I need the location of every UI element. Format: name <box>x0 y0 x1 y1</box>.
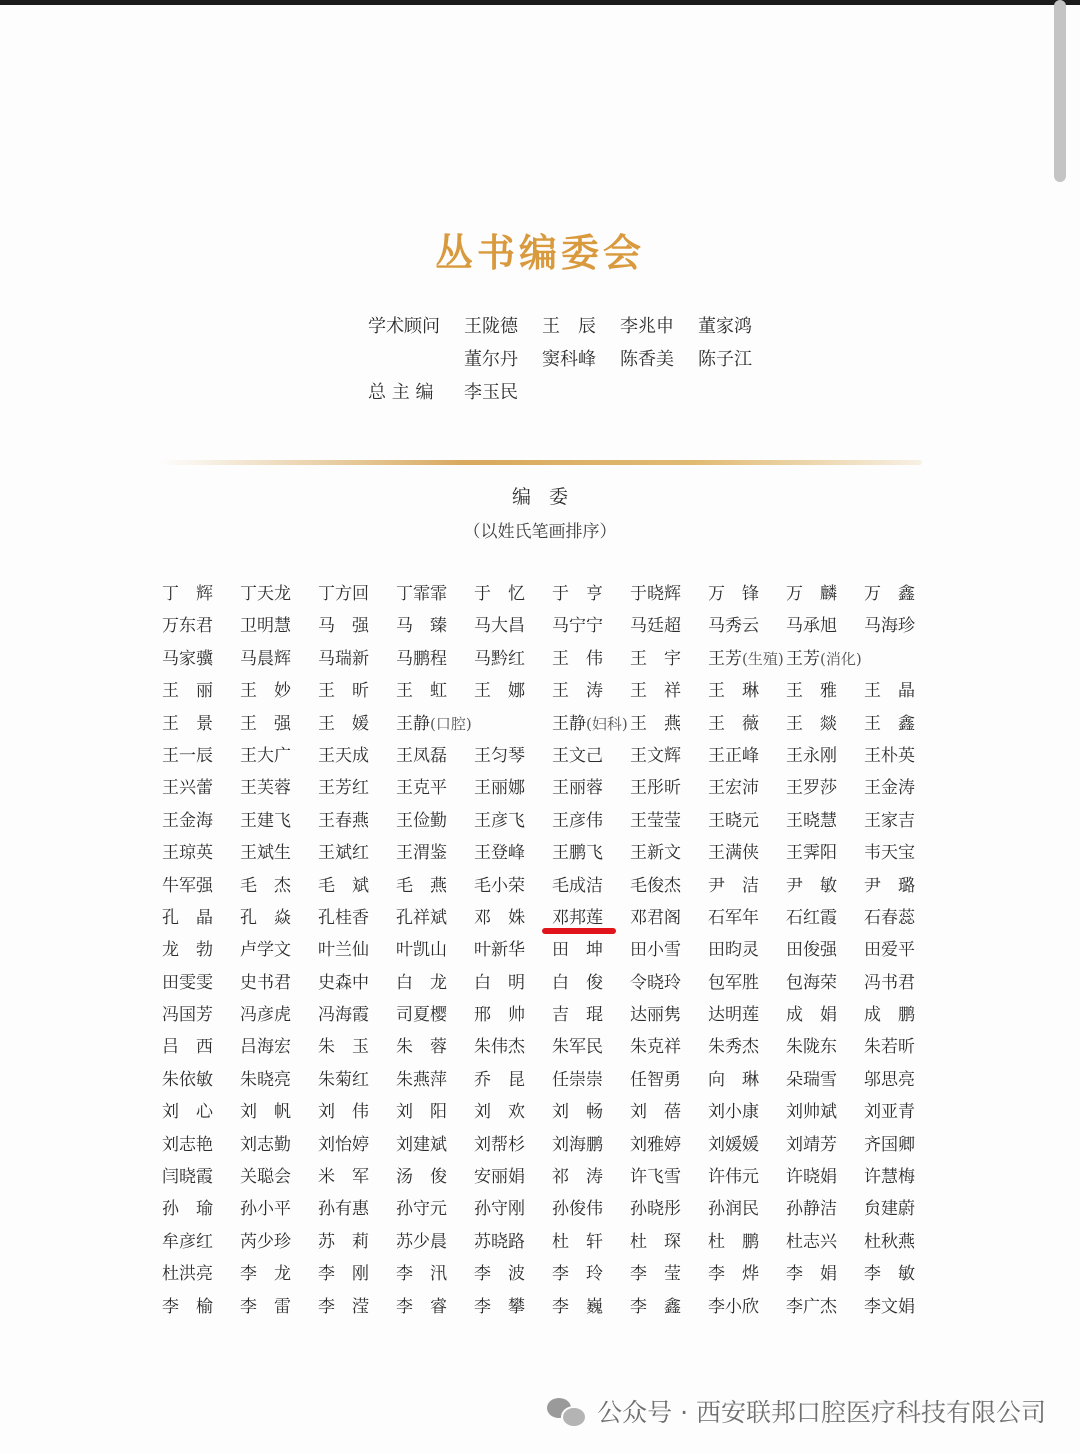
member-name: 尹 洁 <box>708 875 759 896</box>
member-name: 杜 轩 <box>552 1231 603 1252</box>
member-name: 王文辉 <box>630 745 681 766</box>
member-name: 乔 昆 <box>474 1069 525 1090</box>
member-name: 刘 帆 <box>240 1102 291 1123</box>
member-grid <box>162 578 942 1323</box>
member-name: 尹 敏 <box>786 875 837 896</box>
member-name: 王渭鉴 <box>396 843 447 864</box>
member-name: 闫晓霞 <box>162 1167 213 1188</box>
member-name: 朱克祥 <box>630 1037 681 1058</box>
member-name: 王芙蓉 <box>240 778 291 799</box>
member-name: 马家骥 <box>162 648 213 669</box>
member-name: 刘小康 <box>708 1102 759 1123</box>
footer-company: 西安联邦口腔医疗科技有限公司 <box>695 1398 1046 1427</box>
member-name: 吉 琨 <box>552 1005 603 1026</box>
member-name: 马鹏程 <box>396 648 447 669</box>
member-name: 王凤磊 <box>396 745 447 766</box>
member-name: 王晓元 <box>708 810 759 831</box>
member-name: 于 忆 <box>474 584 525 604</box>
member-name: 刘 欢 <box>474 1102 525 1123</box>
section-title: 编委 <box>511 486 586 508</box>
member-name: 王永刚 <box>786 745 837 766</box>
member-name: 朱依敏 <box>162 1069 213 1090</box>
member-name: 刘怡婷 <box>318 1134 369 1155</box>
member-name: 王建飞 <box>240 810 291 831</box>
member-name: 王家吉 <box>864 810 915 831</box>
member-name: 马秀云 <box>708 616 759 637</box>
member-name: 毛 燕 <box>396 875 447 896</box>
member-name: 刘志勤 <box>240 1134 291 1155</box>
member-name: 王宏沛 <box>708 778 759 799</box>
member-name: 尹 璐 <box>864 875 915 896</box>
member-name: 冯国芳 <box>162 1005 213 1026</box>
member-name: 王 媛 <box>318 713 369 734</box>
member-name: 王文己 <box>552 745 603 766</box>
member-name: 包海荣 <box>786 972 837 993</box>
member-name: 史森中 <box>318 972 369 993</box>
member-name: 叶凯山 <box>396 940 447 961</box>
member-name: 成 鹏 <box>864 1005 915 1026</box>
member-name: 安丽娟 <box>474 1167 525 1188</box>
member-name: 刘 畅 <box>552 1102 603 1123</box>
advisors-row-1 <box>368 310 776 343</box>
member-name: 王斌红 <box>318 843 369 864</box>
member-name: 邬思亮 <box>864 1069 915 1090</box>
member-name: 王静(妇科) <box>552 713 628 734</box>
member-name: 万东君 <box>162 616 213 637</box>
member-name: 王 鑫 <box>864 713 915 734</box>
member-name: 毛 杰 <box>240 875 291 896</box>
member-name: 刘靖芳 <box>786 1134 837 1155</box>
member-name: 李 巍 <box>552 1296 603 1317</box>
member-name: 牟彦红 <box>162 1231 213 1252</box>
member-name: 王 昕 <box>318 681 369 702</box>
member-name: 苏少晨 <box>396 1231 447 1252</box>
member-name: 司夏樱 <box>396 1005 447 1026</box>
member-name: 孔桂香 <box>318 907 369 928</box>
member-name: 王 丽 <box>162 681 213 702</box>
member-name-highlighted: 邓邦莲 <box>552 907 603 928</box>
editor-in-chief-name: 李玉民 <box>464 382 518 403</box>
member-name: 王 琳 <box>708 681 759 702</box>
member-name: 王斌生 <box>240 843 291 864</box>
member-name: 苏 莉 <box>318 1231 369 1252</box>
member-name: 王彤昕 <box>630 778 681 799</box>
member-name: 马 臻 <box>396 616 447 637</box>
member-name: 丁天龙 <box>240 584 291 604</box>
member-name: 孙小平 <box>240 1199 291 1220</box>
member-name: 马 强 <box>318 616 369 637</box>
member-name: 于晓辉 <box>630 584 681 604</box>
member-name: 许伟元 <box>708 1167 759 1188</box>
member-name: 王春燕 <box>318 810 369 831</box>
member-name: 邓 姝 <box>474 907 525 928</box>
member-name: 马宁宁 <box>552 616 603 637</box>
member-name: 孙晓彤 <box>630 1199 681 1220</box>
member-name: 达明莲 <box>708 1005 759 1026</box>
member-name: 孙静洁 <box>786 1199 837 1220</box>
member-name: 李文娟 <box>864 1296 915 1317</box>
member-name: 刘 伟 <box>318 1102 369 1123</box>
member-name: 李 敏 <box>864 1264 915 1285</box>
member-name: 石春蕊 <box>864 907 915 928</box>
member-name: 叶兰仙 <box>318 940 369 961</box>
advisors-label: 学术顾问 <box>368 316 440 337</box>
member-name: 达丽隽 <box>630 1005 681 1026</box>
member-name: 牛军强 <box>162 875 213 896</box>
member-name: 杜 琛 <box>630 1231 681 1252</box>
editor-in-chief-row <box>368 376 776 409</box>
member-name: 王大广 <box>240 745 291 766</box>
member-name: 刘雅婷 <box>630 1134 681 1155</box>
editor-in-chief-label: 总 主 编 <box>368 382 434 403</box>
member-name: 孙俊伟 <box>552 1199 603 1220</box>
member-name: 王匀琴 <box>474 745 525 766</box>
member-name: 齐国卿 <box>864 1134 915 1155</box>
scrollbar[interactable] <box>1054 0 1066 182</box>
member-name: 朱 蓉 <box>396 1037 447 1058</box>
member-name: 冯海霞 <box>318 1005 369 1026</box>
advisors-label-spacer <box>368 343 464 376</box>
advisor-name: 李兆申 <box>620 316 674 337</box>
member-name: 杜秋燕 <box>864 1231 915 1252</box>
member-name: 杜志兴 <box>786 1231 837 1252</box>
member-name: 史书君 <box>240 972 291 993</box>
member-name: 毛成洁 <box>552 875 603 896</box>
member-name: 王金海 <box>162 810 213 831</box>
member-name: 王 燚 <box>786 713 837 734</box>
advisors-block <box>368 310 776 409</box>
advisor-name: 窦科峰 <box>542 349 596 370</box>
member-name: 李 滢 <box>318 1296 369 1317</box>
member-name: 王朴英 <box>864 745 915 766</box>
member-name: 王一辰 <box>162 745 213 766</box>
member-name: 许晓娟 <box>786 1167 837 1188</box>
member-name: 孙守刚 <box>474 1199 525 1220</box>
member-name: 王丽蓉 <box>552 778 603 799</box>
member-name: 孙润民 <box>708 1199 759 1220</box>
member-name: 王金涛 <box>864 778 915 799</box>
member-name: 朱 玉 <box>318 1037 369 1058</box>
member-name: 王鹏飞 <box>552 843 603 864</box>
member-name: 包军胜 <box>708 972 759 993</box>
member-name: 毛 斌 <box>318 875 369 896</box>
member-name: 李 莹 <box>630 1264 681 1285</box>
member-name: 马大昌 <box>474 616 525 637</box>
member-name: 贠建蔚 <box>864 1199 915 1220</box>
member-name: 王克平 <box>396 778 447 799</box>
member-name: 王 涛 <box>552 681 603 702</box>
member-name: 刘帮杉 <box>474 1134 525 1155</box>
member-name <box>474 708 552 740</box>
member-name: 龙 勃 <box>162 940 213 961</box>
member-name: 李 玲 <box>552 1264 603 1285</box>
member-name: 万 锋 <box>708 584 759 604</box>
member-name: 王静(口腔) <box>396 713 472 734</box>
member-name: 李 龙 <box>240 1264 291 1285</box>
member-name: 马晨辉 <box>240 648 291 669</box>
member-name: 李 烨 <box>708 1264 759 1285</box>
member-name: 冯彦虎 <box>240 1005 291 1026</box>
member-name: 王 燕 <box>630 713 681 734</box>
member-name: 许飞雪 <box>630 1167 681 1188</box>
member-name <box>864 643 942 675</box>
member-name: 王芳(生殖) <box>708 648 784 669</box>
member-name: 毛小荣 <box>474 875 525 896</box>
member-name: 卫明慧 <box>240 616 291 637</box>
member-name: 朱陇东 <box>786 1037 837 1058</box>
member-name: 李广杰 <box>786 1296 837 1317</box>
member-name: 王芳(消化) <box>786 648 862 669</box>
member-name: 孔 晶 <box>162 907 213 928</box>
member-name: 刘志艳 <box>162 1134 213 1155</box>
member-name: 刘 蓓 <box>630 1102 681 1123</box>
member-name: 邢 帅 <box>474 1005 525 1026</box>
member-name: 朱晓亮 <box>240 1069 291 1090</box>
advisor-name: 王陇德 <box>464 316 518 337</box>
member-name: 王 妙 <box>240 681 291 702</box>
member-name: 王俭勤 <box>396 810 447 831</box>
footer-watermark <box>547 1393 1046 1429</box>
member-name: 田俊强 <box>786 940 837 961</box>
member-name: 王琼英 <box>162 843 213 864</box>
member-name: 万 鑫 <box>864 584 915 604</box>
member-name: 朵瑞雪 <box>786 1069 837 1090</box>
member-name: 王 薇 <box>708 713 759 734</box>
member-name: 马海珍 <box>864 616 915 637</box>
member-name: 王 强 <box>240 713 291 734</box>
member-name: 王新文 <box>630 843 681 864</box>
advisor-name: 陈子江 <box>698 349 752 370</box>
member-name: 李 攀 <box>474 1296 525 1317</box>
member-name: 石军年 <box>708 907 759 928</box>
member-name: 李小欣 <box>708 1296 759 1317</box>
member-name: 吕 西 <box>162 1037 213 1058</box>
advisors-row-2 <box>368 343 776 376</box>
member-name: 向 琳 <box>708 1069 759 1090</box>
member-name: 马廷超 <box>630 616 681 637</box>
footer-label: 公众号 · <box>597 1398 689 1427</box>
member-name: 王丽娜 <box>474 778 525 799</box>
member-name: 王霁阳 <box>786 843 837 864</box>
member-name: 王天成 <box>318 745 369 766</box>
member-name: 孙有惠 <box>318 1199 369 1220</box>
member-name: 王 晶 <box>864 681 915 702</box>
member-name: 王满侠 <box>708 843 759 864</box>
member-name: 邓君阁 <box>630 907 681 928</box>
member-name: 刘建斌 <box>396 1134 447 1155</box>
member-name: 刘帅斌 <box>786 1102 837 1123</box>
member-name: 王 祥 <box>630 681 681 702</box>
member-name: 苏晓路 <box>474 1231 525 1252</box>
member-name: 王 景 <box>162 713 213 734</box>
member-name: 李 刚 <box>318 1264 369 1285</box>
red-underline-mark <box>542 928 616 934</box>
member-name: 王 娜 <box>474 681 525 702</box>
member-name: 马承旭 <box>786 616 837 637</box>
member-name: 朱燕萍 <box>396 1069 447 1090</box>
member-name: 王 伟 <box>552 648 603 669</box>
member-name: 成 娟 <box>786 1005 837 1026</box>
advisor-name: 陈香美 <box>620 349 674 370</box>
member-name: 李 鑫 <box>630 1296 681 1317</box>
member-name: 刘 阳 <box>396 1102 447 1123</box>
advisor-name: 董家鸿 <box>698 316 752 337</box>
member-name: 李 娟 <box>786 1264 837 1285</box>
member-name: 孔 焱 <box>240 907 291 928</box>
member-name: 王晓慧 <box>786 810 837 831</box>
member-name: 丁霏霏 <box>396 584 447 604</box>
gold-divider <box>160 460 922 465</box>
member-name: 王彦伟 <box>552 810 603 831</box>
member-name: 田雯雯 <box>162 972 213 993</box>
member-name: 田爱平 <box>864 940 915 961</box>
member-name: 朱若昕 <box>864 1037 915 1058</box>
member-name: 王 宇 <box>630 648 681 669</box>
member-name: 王彦飞 <box>474 810 525 831</box>
member-name: 朱伟杰 <box>474 1037 525 1058</box>
member-name: 于 亨 <box>552 584 603 604</box>
member-name: 任智勇 <box>630 1069 681 1090</box>
member-name: 关聪会 <box>240 1167 291 1188</box>
top-bar <box>0 0 1080 5</box>
member-name: 许慧梅 <box>864 1167 915 1188</box>
member-name: 吕海宏 <box>240 1037 291 1058</box>
member-name: 石红霞 <box>786 907 837 928</box>
member-name: 刘 心 <box>162 1102 213 1123</box>
member-name: 朱军民 <box>552 1037 603 1058</box>
member-name: 马瑞新 <box>318 648 369 669</box>
member-name: 芮少珍 <box>240 1231 291 1252</box>
member-name: 田小雪 <box>630 940 681 961</box>
member-name: 任崇崇 <box>552 1069 603 1090</box>
member-name: 朱菊红 <box>318 1069 369 1090</box>
member-name: 刘海鹏 <box>552 1134 603 1155</box>
member-name: 令晓玲 <box>630 972 681 993</box>
member-name: 孙守元 <box>396 1199 447 1220</box>
member-name: 王芳红 <box>318 778 369 799</box>
member-name: 孙 瑜 <box>162 1199 213 1220</box>
member-name: 韦天宝 <box>864 843 915 864</box>
member-name: 白 俊 <box>552 972 603 993</box>
member-name: 朱秀杰 <box>708 1037 759 1058</box>
member-name: 王罗莎 <box>786 778 837 799</box>
member-name: 米 军 <box>318 1167 369 1188</box>
member-name: 孔祥斌 <box>396 907 447 928</box>
page-title: 丛书编委会 <box>434 230 645 275</box>
member-name: 万 麟 <box>786 584 837 604</box>
member-name: 王正峰 <box>708 745 759 766</box>
member-name: 王 虹 <box>396 681 447 702</box>
member-name: 李 雷 <box>240 1296 291 1317</box>
member-name: 李 榆 <box>162 1296 213 1317</box>
member-name: 王兴蕾 <box>162 778 213 799</box>
member-name: 田昀灵 <box>708 940 759 961</box>
member-name: 刘媛媛 <box>708 1134 759 1155</box>
member-name: 白 明 <box>474 972 525 993</box>
member-name: 王登峰 <box>474 843 525 864</box>
member-name: 卢学文 <box>240 940 291 961</box>
member-name: 白 龙 <box>396 972 447 993</box>
member-name: 杜 鹏 <box>708 1231 759 1252</box>
member-name: 丁 辉 <box>162 584 213 604</box>
member-name: 汤 俊 <box>396 1167 447 1188</box>
member-name: 祁 涛 <box>552 1167 603 1188</box>
member-name: 李 睿 <box>396 1296 447 1317</box>
member-name: 王莹莹 <box>630 810 681 831</box>
advisor-name: 王 辰 <box>542 316 596 337</box>
member-name: 杜洪亮 <box>162 1264 213 1285</box>
member-name: 毛俊杰 <box>630 875 681 896</box>
member-name: 刘亚青 <box>864 1102 915 1123</box>
member-name: 李 汛 <box>396 1264 447 1285</box>
member-name: 丁方回 <box>318 584 369 604</box>
wechat-icon <box>547 1396 585 1426</box>
member-name: 马黔红 <box>474 648 525 669</box>
member-name: 王 雅 <box>786 681 837 702</box>
section-note: （以姓氏笔画排序） <box>463 522 617 542</box>
member-name: 李 波 <box>474 1264 525 1285</box>
member-name: 冯书君 <box>864 972 915 993</box>
advisor-name: 董尔丹 <box>464 349 518 370</box>
member-name: 田 坤 <box>552 940 603 961</box>
member-name: 叶新华 <box>474 940 525 961</box>
